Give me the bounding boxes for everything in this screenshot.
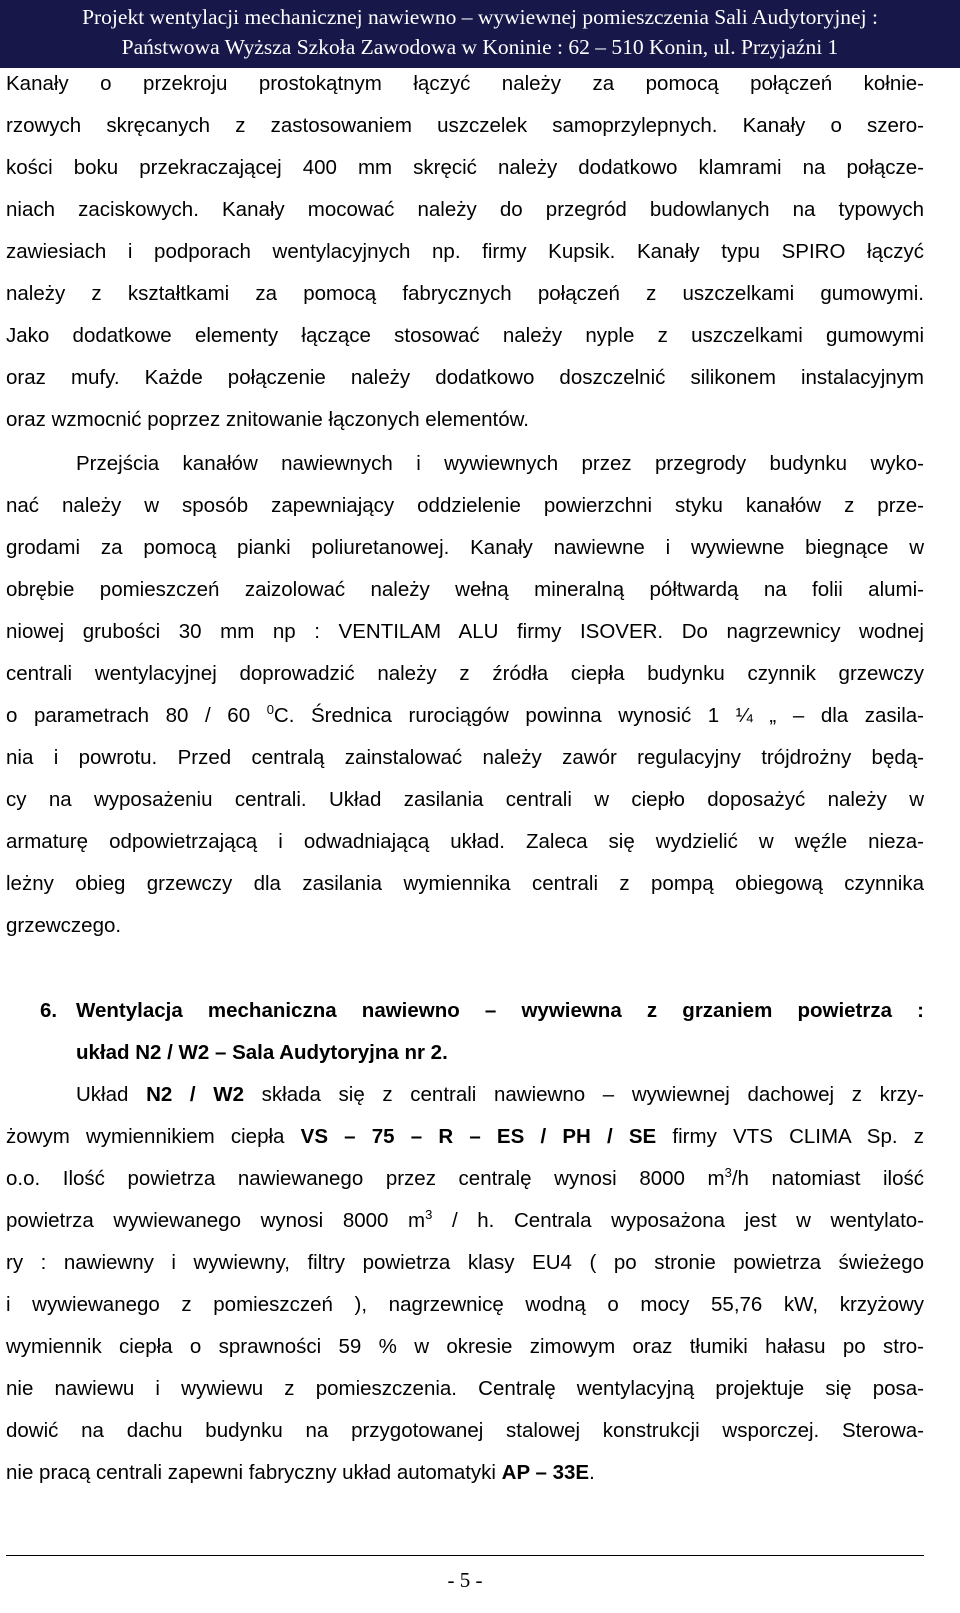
text-line: rzowych skręcanych z zastosowaniem uszczelek samoprzylepnych. Kanały o szero- — [6, 114, 924, 137]
text-run: . — [589, 1461, 595, 1484]
text-line — [76, 1074, 924, 1116]
text-line: należy z kształtkami za pomocą fabrycznych połączeń z uszczelkami gumowymi. — [6, 282, 924, 305]
text-line: nie nawiewu i wywiewu z pomieszczenia. Centralę wentylacyjną projektuje się posa- — [6, 1377, 924, 1400]
text-run-bold: N2 / W2 — [146, 1083, 244, 1106]
text-run: firmy VTS CLIMA Sp. z — [656, 1125, 924, 1148]
text-line: Przejścia kanałów nawiewnych i wywiewnych przez przegrody budynku wyko- — [76, 452, 924, 475]
page-number: - 5 - — [447, 1568, 483, 1592]
running-header — [0, 0, 960, 68]
text-line: obrębie pomieszczeń zaizolować należy wełną mineralną półtwardą na folii alumi- — [6, 578, 924, 601]
text-line: leżny obieg grzewczy dla zasilania wymiennika centrali z pompą obiegową czynnika — [6, 872, 924, 895]
text-line: grodami za pomocą pianki poliuretanowej. Kanały nawiewne i wywiewne biegnące w — [6, 536, 924, 559]
text-run: o parametrach 80 / 60 — [6, 704, 267, 727]
text-run: C. Średnica rurociągów powinna wynosić 1 ¼ „ – dla zasila- — [273, 704, 924, 727]
section-number: 6. — [40, 999, 58, 1022]
text-run: powietrza wywiewanego wynosi 8000 m — [6, 1209, 426, 1232]
text-line — [6, 1200, 924, 1242]
text-line: oraz mufy. Każde połączenie należy dodatkowo doszczelnić silikonem instalacyjnym — [6, 366, 924, 389]
section-title-line-2: układ N2 / W2 – Sala Audytoryjna nr 2. — [76, 1041, 448, 1064]
section-heading — [40, 990, 924, 1032]
superscript: 3 — [724, 1165, 732, 1180]
section-title-line-1: Wentylacja mechaniczna nawiewno – wywiewna z grzaniem powietrza : — [76, 999, 924, 1022]
text-line: dowić na dachu budynku na przygotowanej stalowej konstrukcji wsporczej. Sterowa- — [6, 1419, 924, 1442]
text-run-bold: AP – 33E — [501, 1461, 590, 1484]
text-line: nać należy w sposób zapewniający oddzielenie powierzchni styku kanałów z prze- — [6, 494, 924, 517]
text-line: oraz wzmocnić poprzez znitowanie łączonych elementów. — [6, 408, 530, 431]
text-line: niach zaciskowych. Kanały mocować należy do przegród budowlanych na typowych — [6, 198, 924, 221]
text-run-bold: VS – 75 – R – ES / PH / SE — [300, 1125, 657, 1148]
text-line: zawiesiach i podporach wentylacyjnych np. firmy Kupsik. Kanały typu SPIRO łączyć — [6, 240, 924, 263]
header-line-1: Projekt wentylacji mechanicznej nawiewno – wywiewnej pomieszczenia Sali Audytoryjnej : — [82, 5, 878, 29]
text-run: nie pracą centrali zapewni fabryczny układ automatyki — [6, 1461, 502, 1484]
header-line-2: Państwowa Wyższa Szkoła Zawodowa w Koninie : 62 – 510 Konin, ul. Przyjaźni 1 — [121, 35, 839, 59]
superscript: 3 — [425, 1207, 433, 1222]
text-run: / h. Centrala wyposażona jest w wentylato- — [432, 1209, 924, 1232]
footer-divider — [6, 1555, 924, 1556]
text-run: składa się z centrali nawiewno – wywiewnej dachowej z krzy- — [244, 1083, 925, 1106]
text-line: nia i powrotu. Przed centralą zainstalować należy zawór regulacyjny trójdrożny będą- — [6, 746, 924, 769]
superscript: 0 — [266, 702, 274, 717]
text-line: i wywiewanego z pomieszczeń ), nagrzewnicę wodną o mocy 55,76 kW, krzyżowy — [6, 1293, 924, 1316]
text-line: kości boku przekraczającej 400 mm skręcić należy dodatkowo klamrami na połącze- — [6, 156, 924, 179]
text-run: o.o. Ilość powietrza nawiewanego przez centralę wynosi 8000 m — [6, 1167, 725, 1190]
text-run: żowym wymiennikiem ciepła — [6, 1125, 301, 1148]
text-line — [6, 1452, 924, 1494]
text-line — [6, 1116, 924, 1158]
text-line: Kanały o przekroju prostokątnym łączyć należy za pomocą połączeń kołnie- — [6, 72, 924, 95]
text-line: cy na wyposażeniu centrali. Układ zasilania centrali w ciepło doposażyć należy w — [6, 788, 924, 811]
text-line — [6, 695, 924, 737]
text-line: armaturę odpowietrzającą i odwadniającą układ. Zaleca się wydzielić w węźle nieza- — [6, 830, 924, 853]
text-line: Jako dodatkowe elementy łączące stosować należy nyple z uszczelkami gumowymi — [6, 324, 924, 347]
text-run: /h natomiast ilość — [731, 1167, 925, 1190]
text-line: grzewczego. — [6, 914, 122, 937]
text-line — [6, 1158, 924, 1200]
text-line: centrali wentylacyjnej doprowadzić należy z źródła ciepła budynku czynnik grzewczy — [6, 662, 924, 685]
text-line: niowej grubości 30 mm np : VENTILAM ALU firmy ISOVER. Do nagrzewnicy wodnej — [6, 620, 924, 643]
text-run: Układ — [76, 1083, 147, 1106]
text-line: wymiennik ciepła o sprawności 59 % w okresie zimowym oraz tłumiki hałasu po stro- — [6, 1335, 924, 1358]
text-line: ry : nawiewny i wywiewny, filtry powietrza klasy EU4 ( po stronie powietrza świeżego — [6, 1251, 924, 1274]
